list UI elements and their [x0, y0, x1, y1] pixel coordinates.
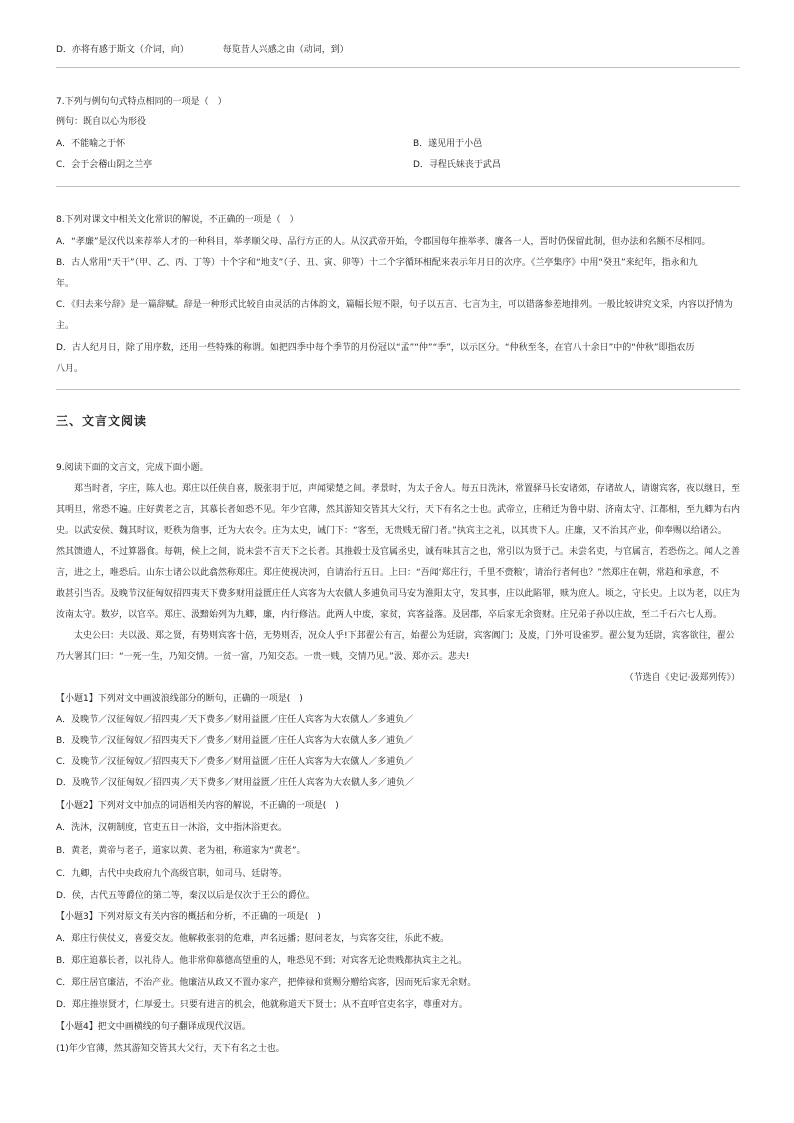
sub1-option-b: B．及晚节／汉征匈奴／招四夷天下／费多／财用益匮／庄任人宾客为大农僦人多／逋负／ [56, 736, 414, 746]
q8-option-c-cont: 主。 [56, 321, 75, 331]
passage-line: 言，进之上，唯恐后。山东士诸公以此翕然称郑庄。郑庄使视决河，自请治行五日。上曰：“吾闻‘郑庄行，千里不赍粮’，请治行者何也？”然郑庄在朝，常趋和承意，不 [56, 568, 720, 578]
sub1-option-c: C．及晚节／汉征匈奴／招四夷天下／费多／财用益匮／庄任人宾客为大农僦人／多逋负／ [56, 757, 414, 767]
q8-option-d: D．古人纪月日，除了用序数，还用一些特殊的称谓。如把四季中每个季节的月份冠以“孟”“仲”“季”，以示区分。“仲秋至冬，在官八十余日”中的“仲秋”即指农历 [56, 343, 695, 353]
section-title: 三、文言文阅读 [56, 414, 148, 428]
sub2-option-b: B．黄老，黄帝与老子，道家以黄、老为祖，称道家为“黄老”。 [56, 846, 306, 856]
q8-option-d-cont: 八月。 [56, 364, 84, 374]
sub4-sentence-1: (1)年少官薄，然其游知交皆其大父行，天下有名之士也。 [56, 1044, 285, 1054]
passage-line: 史。以武安侯、魏其时议，贬秩为詹事，迁为大农令。庄为太史，诫门下：“客至，无贵贱无留门者。”执宾主之礼，以其贵下人。庄廉，又不治其产业，仰奉赐以给诸公。 [56, 526, 727, 536]
sub3-option-a: A．郑庄行侠仗义，喜爱交友。他解救张羽的危难，声名远播；慰问老友，与宾客交往，乐此不疲。 [56, 934, 450, 944]
sub1-stem: 【小题1】下列对文中画波浪线部分的断句，正确的一项是( ) [56, 694, 303, 704]
q7-option-b: B．遂见用于小邑 [413, 139, 483, 149]
sub3-option-b: B．郑庄追慕长者，以礼待人。他非常仰慕德高望重的人，唯恐见不到；对宾客无论贵贱都执宾主之礼。 [56, 956, 468, 966]
q8-option-b-cont: 年。 [56, 279, 75, 289]
sub2-option-c: C．九卿，古代中央政府九个高级官职，如司马、廷尉等。 [56, 869, 288, 879]
passage-line: 其明旦，常恐不遍。庄好黄老之言，其慕长者如恐不见。年少官薄，然其游知交皆其大父行，天下有名之士也。武帝立，庄稍迁为鲁中尉、济南太守、江都相，至九卿为右内 [56, 505, 740, 515]
sub2-option-a: A．洗沐，汉朝制度，官吏五日一沐浴，文中指沐浴更衣。 [56, 823, 288, 833]
sub2-stem: 【小题2】下列对文中加点的词语相关内容的解说，不正确的一项是( ) [56, 801, 339, 811]
q8-option-c: C．《归去来兮辞》是一篇辞赋。辞是一种形式比较自由灵活的古体韵文，篇幅长短不限，句子以五言、七言为主，可以错落参差地排列。一般比较讲究文采，内容以抒情为 [56, 300, 733, 310]
q6-option-d-right: 每览昔人兴感之由（动词，到） [222, 45, 349, 55]
passage-line: 汝南太守。数岁，以官卒。郑庄、汲黯始列为九卿，廉，内行修洁。此两人中废，家贫，宾客益落。及居郡，卒后家无余资财。庄兄弟子孙以庄故，至二千石六七人焉。 [56, 610, 723, 620]
sub3-option-c: C．郑庄居官廉洁，不治产业。他廉洁从政又不置办家产，把俸禄和赏赐分赠给宾客，因而死后家无余财。 [56, 978, 477, 988]
q7-option-d: D．寻程氏妹丧于武昌 [413, 160, 501, 170]
q8-option-b: B．古人常用“天干”（甲、乙、丙、丁等）十个字和“地支”（子、丑、寅、卯等）十二个字循环相配来表示年月日的次序。《兰亭集序》中用“癸丑”来纪年，指永和九 [56, 258, 698, 268]
q7-option-c: C．会于会稽山阴之兰亭 [56, 160, 153, 170]
passage-line: 郑当时者，字庄，陈人也。郑庄以任侠自喜，脱张羽于厄，声闻梁楚之间。孝景时，为太子舍人。每五日洗沐，常置驿马长安诸郊，存诸故人，请谢宾客，夜以继日，至 [74, 484, 740, 494]
sub1-option-a: A．及晚节／汉征匈奴／招四夷／天下费多／财用益匮／庄任人宾客为大农僦人／多逋负／ [56, 715, 414, 725]
passage-line: 敢甚引当否。及晚节汉征匈奴招四夷天下费多财用益匮庄任人宾客为大农僦人多逋负司马安为淮阳太守，发其事，庄以此陷罪，赎为庶人。顷之，守长史。上以为老，以庄为 [56, 589, 740, 599]
sub2-option-d: D．侯，古代五等爵位的第二等，秦汉以后是仅次于王公的爵位。 [56, 891, 315, 901]
sub3-stem: 【小题3】下列对原文有关内容的概括和分析，不正确的一项是( ) [56, 912, 321, 922]
passage-line: 然其馈遗人，不过算器食。每朝，候上之间，说未尝不言天下之长者。其推毂士及官属丞史，诚有味其言之也，常引以为贤于己。未尝名吏，与官属言，若恐伤之。闻人之善 [56, 547, 740, 557]
q9-stem: 9.阅读下面的文言文，完成下面小题。 [56, 463, 209, 473]
divider [56, 389, 740, 390]
q7-example: 例句：既自以心为形役 [56, 117, 147, 127]
q8-stem: 8.下列对课文中相关文化常识的解说，不正确的一项是（ ） [56, 215, 299, 225]
sub1-option-d: D．及晚节／汉征匈奴／招四夷／天下费多／财用益匮／庄任人宾客为大农僦人多／逋负／ [56, 778, 414, 788]
q6-option-d-left: D．亦将有感于斯文（介词，向） [56, 45, 189, 55]
q6-option-d-row [56, 44, 740, 56]
q7-option-a: A．不能喻之于怀 [56, 139, 126, 149]
passage-line: 乃大署其门曰：“一死一生，乃知交情。一贫一富，乃知交态。一贵一贱，交情乃见。”汲、郑亦云。悲夫! [56, 652, 470, 662]
sub4-stem: 【小题4】把文中画横线的句子翻译成现代汉语。 [56, 1022, 251, 1032]
passage-source: （节选自《史记·汲郑列传》） [624, 673, 740, 683]
divider [56, 67, 740, 68]
passage-line: 太史公曰：夫以汲、郑之贤，有势则宾客十倍，无势则否，况众人乎!下邽翟公有言，始翟公为廷尉，宾客阗门；及废，门外可设雀罗。翟公复为廷尉，宾客欲往，翟公 [74, 631, 735, 641]
q7-stem: 7.下列与例句句式特点相同的一项是（ ） [56, 97, 227, 107]
divider [56, 186, 740, 187]
sub3-option-d: D．郑庄推崇贤才，仁厚爱士。只要有进言的机会，他就称道天下贤士；从不直呼官吏名字，尊重对方。 [56, 1000, 468, 1010]
q8-option-a: A．“孝廉”是汉代以来荐举人才的一种科目，举孝顺父母、品行方正的人。从汉武帝开始，令郡国每年推举孝、廉各一人，晋时仍保留此制，但办法和名额不尽相同。 [56, 237, 711, 247]
